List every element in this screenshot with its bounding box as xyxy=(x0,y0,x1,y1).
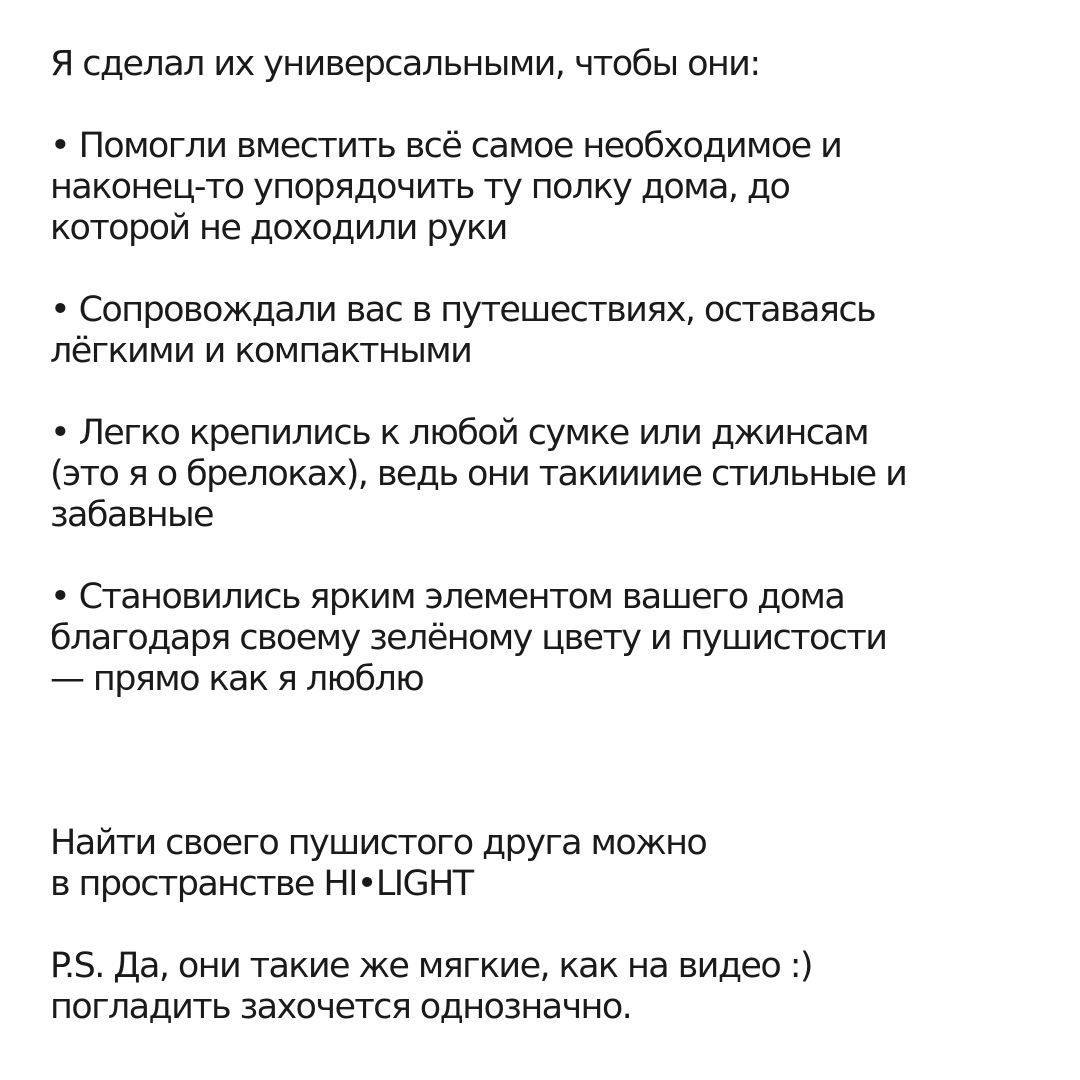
bullet-1-line-3: которой не доходили руки xyxy=(50,208,507,248)
ps-line-1: P.S. Да, они такие же мягкие, как на видео :) xyxy=(50,946,812,986)
bullet-1-line-1: • Помогли вместить всё самое необходимое и xyxy=(50,126,842,166)
bullet-2-line-1: • Сопровождали вас в путешествиях, оставаясь xyxy=(50,290,875,330)
find-line-1: Найти своего пушистого друга можно xyxy=(50,823,707,863)
spacer xyxy=(50,85,1040,126)
bullet-3-line-1: • Легко крепились к любой сумке или джинсам xyxy=(50,413,869,453)
ps-line-2: погладить захочется однозначно. xyxy=(50,987,632,1027)
bullet-4-line-2: благодаря своему зелёному цвету и пушистости xyxy=(50,618,887,658)
find-paragraph xyxy=(50,823,1040,905)
bullet-3-line-3: забавные xyxy=(50,495,213,535)
bullet-4-line-3: — прямо как я люблю xyxy=(50,659,424,699)
bullet-4 xyxy=(50,577,1040,700)
bullet-4-line-1: • Становились ярким элементом вашего дома xyxy=(50,577,845,617)
ps-paragraph xyxy=(50,946,1040,1028)
bullet-2 xyxy=(50,290,1040,372)
text-page xyxy=(50,44,1040,1028)
bullet-3-line-2: (это я о брелоках), ведь они такиииие стильные и xyxy=(50,454,907,494)
find-line-2: в пространстве HI•LIGHT xyxy=(50,864,473,904)
bullet-3 xyxy=(50,413,1040,536)
spacer xyxy=(50,249,1040,290)
bullet-2-line-2: лёгкими и компактными xyxy=(50,331,472,371)
intro-line: Я сделал их универсальными, чтобы они: xyxy=(50,44,760,84)
spacer-large xyxy=(50,700,1040,823)
bullet-1 xyxy=(50,126,1040,249)
spacer xyxy=(50,905,1040,946)
spacer xyxy=(50,372,1040,413)
bullet-1-line-2: наконец-то упорядочить ту полку дома, до xyxy=(50,167,790,207)
spacer xyxy=(50,536,1040,577)
